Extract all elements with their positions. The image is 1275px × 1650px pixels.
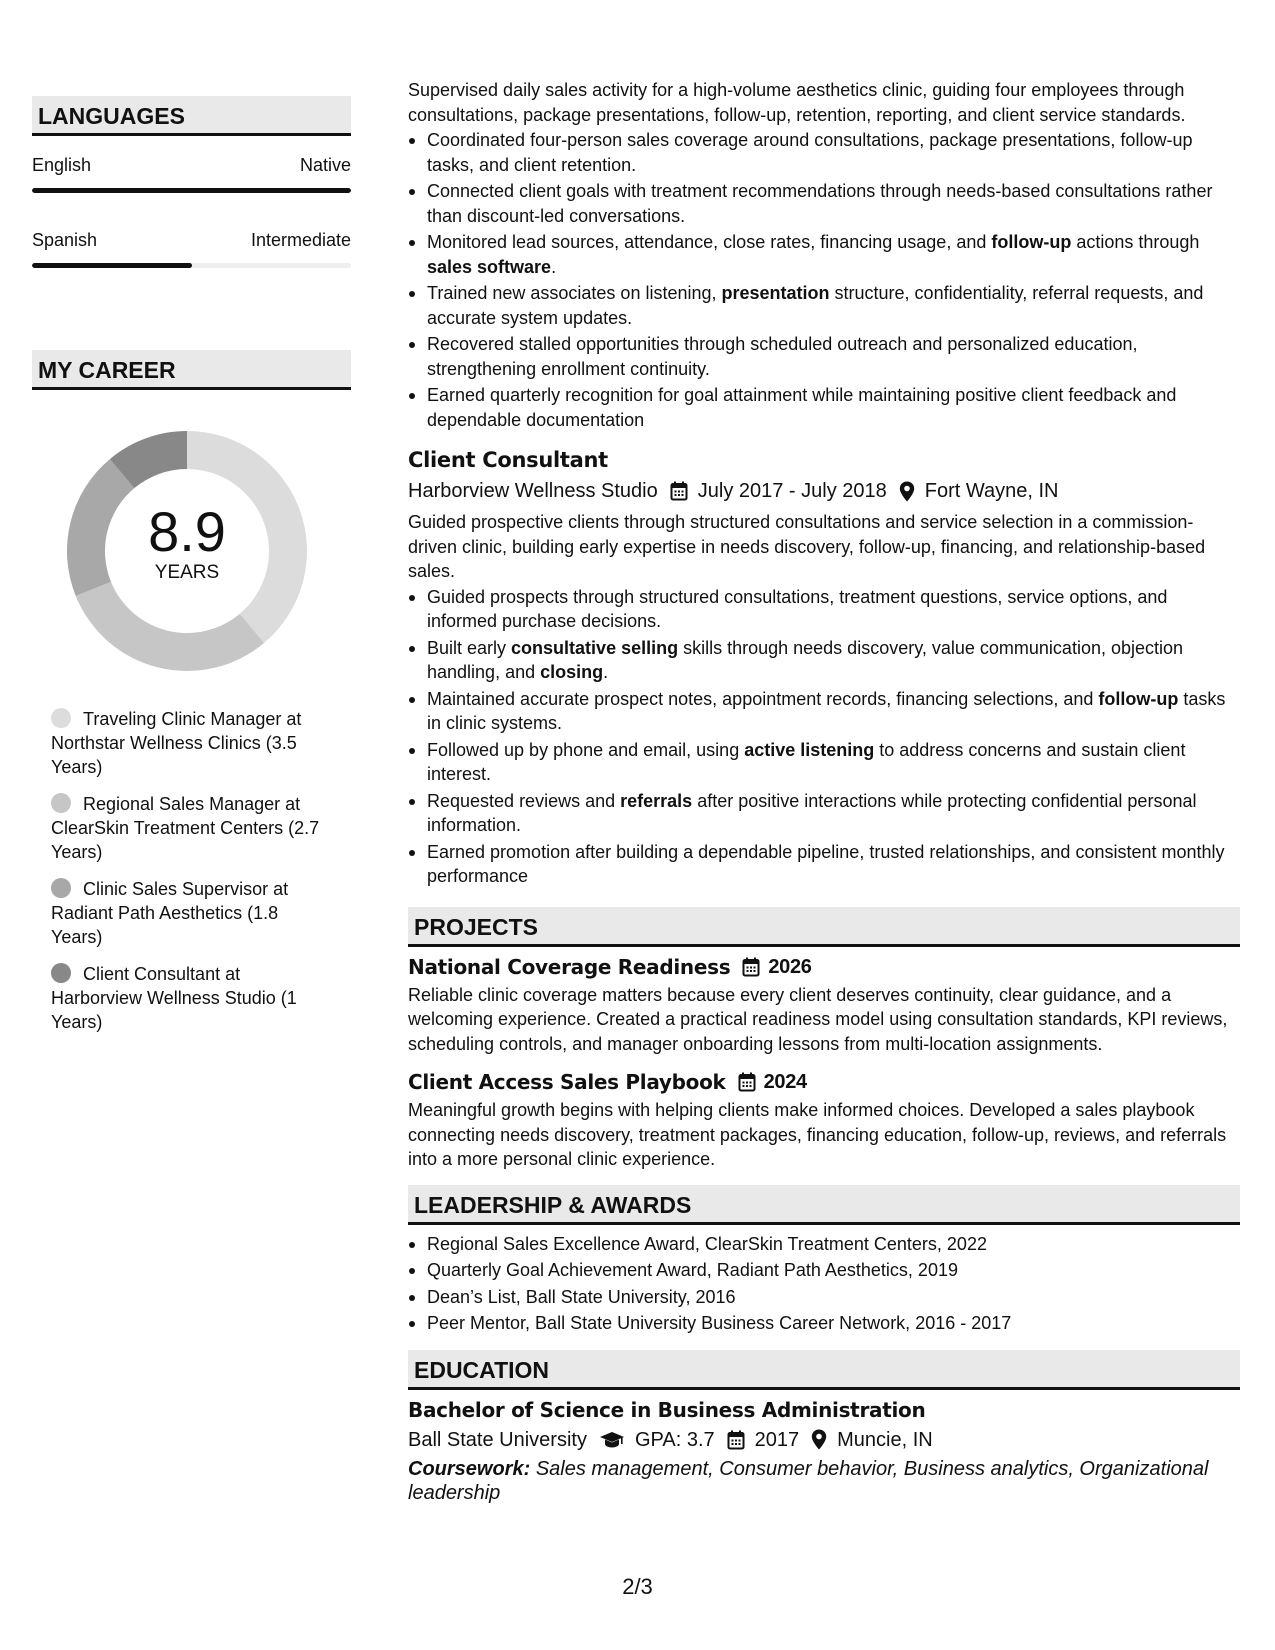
legend-dot [51,793,71,813]
job-location: Fort Wayne, IN [924,480,1059,502]
bullet-item: Connected client goals with treatment recommendations through needs-based consultations rather than discount-led conversations. [408,179,1240,228]
legend-item [51,962,331,1034]
education-heading: EDUCATION [408,1350,1240,1390]
project-description: Meaningful growth begins with helping clients make informed choices. Developed a sales playbook connecting needs discovery, treatment packages, financing education, follow-up, reviews, and referrals into a more personal clinic experience. [408,1100,1227,1169]
bullet-item: Coordinated four-person sales coverage around consultations, package presentations, follow-up tasks, and client retention. [408,128,1240,177]
education-meta [408,1426,1240,1454]
bullet-item: Recovered stalled opportunities through scheduled outreach and personalized education, strengthening enrollment continuity. [408,332,1240,381]
job-meta [408,477,1240,505]
job-description: Guided prospective clients through structured consultations and service selection in a commission-driven clinic, building early expertise in needs discovery, follow-up, financing, and relationship-based sales. [408,512,1206,581]
bullet-item: Trained new associates on listening, presentation structure, confidentiality, referral requests, and accurate system updates. [408,281,1240,330]
bullet-item: Followed up by phone and email, using active listening to address concerns and sustain client interest. [408,738,1240,787]
coursework-list: Sales management, Consumer behavior, Business analytics, Organizational leadership [408,1457,1209,1504]
award-item: Quarterly Goal Achievement Award, Radiant Path Aesthetics, 2019 [408,1258,1240,1283]
legend-item [51,707,331,779]
career-heading: MY CAREER [32,350,351,390]
language-proficiency-bar [32,263,351,268]
education-year: 2017 [754,1428,800,1451]
career-legend [51,707,331,1034]
languages-heading: LANGUAGES [32,96,351,136]
education-gpa: GPA: 3.7 [634,1428,715,1451]
job-title: Client Consultant [408,448,608,472]
award-item: Dean’s List, Ball State University, 2016 [408,1285,1240,1310]
bullet-item: Earned quarterly recognition for goal attainment while maintaining positive client feedback and dependable documentation [408,383,1240,432]
calendar-icon [670,481,688,501]
calendar-icon [742,957,760,977]
experience-description: Supervised daily sales activity for a high-volume aesthetics clinic, guiding four employees through consultations, package presentations, follow-up, retention, reporting, and client service standards. [408,80,1186,125]
language-level: Intermediate [250,230,351,250]
language-name: Spanish [32,230,98,250]
language-item-spanish [32,229,351,268]
project-description: Reliable clinic coverage matters because every client deserves continuity, clear guidance, and a welcoming experience. Created a practical readiness model using consultation standards, KPI reviews, scheduling controls, and manager onboarding lessons from multi-location assignments. [408,984,1228,1054]
bullet-item: Monitored lead sources, attendance, close rates, financing usage, and follow-up actions through sales software. [408,230,1240,279]
education-degree: Bachelor of Science in Business Administration [408,1397,926,1422]
legend-dot [51,708,71,728]
map-pin-icon [811,1429,827,1450]
project-item [408,1069,1240,1172]
job-dates: July 2017 - July 2018 [697,480,887,502]
language-proficiency-bar [32,188,351,193]
job-bullets [408,585,1240,889]
education-location: Muncie, IN [837,1428,933,1451]
project-item [408,954,1240,1057]
calendar-icon [738,1072,756,1092]
calendar-icon [727,1430,745,1450]
legend-dot [51,963,71,983]
awards-list [408,1232,1240,1336]
language-proficiency-fill [32,188,351,193]
coursework-label: Coursework: [408,1457,531,1480]
bullet-item: Requested reviews and referrals after positive interactions while protecting confidential personal information. [408,789,1240,838]
language-proficiency-fill [32,263,192,268]
career-total-value: 8.9 [148,500,226,563]
job-company: Harborview Wellness Studio [408,480,658,502]
award-item: Peer Mentor, Ball State University Business Career Network, 2016 - 2017 [408,1311,1240,1336]
language-item-english [32,154,351,193]
projects-heading: PROJECTS [408,907,1240,947]
legend-label: Regional Sales Manager at ClearSkin Treatment Centers (2.7 Years) [51,794,320,862]
awards-heading: LEADERSHIP & AWARDS [408,1185,1240,1225]
sidebar [32,96,351,1047]
bullet-item: Guided prospects through structured consultations, treatment questions, service options, and informed purchase decisions. [408,585,1240,634]
language-name: English [32,155,92,175]
education-coursework [408,1457,1240,1505]
project-year: 2024 [763,1071,807,1093]
project-title: National Coverage Readiness [408,954,731,979]
legend-label: Clinic Sales Supervisor at Radiant Path Aesthetics (1.8 Years) [51,879,289,947]
legend-item [51,877,331,949]
legend-label: Traveling Clinic Manager at Northstar Wellness Clinics (3.5 Years) [51,709,302,777]
project-title: Client Access Sales Playbook [408,1070,726,1094]
experience-bullets [408,128,1240,432]
bullet-item: Maintained accurate prospect notes, appointment records, financing selections, and follow-up tasks in clinic systems. [408,687,1240,736]
award-item: Regional Sales Excellence Award, ClearSkin Treatment Centers, 2022 [408,1232,1240,1257]
education-school: Ball State University [408,1428,587,1451]
page-number: 2/3 [622,1574,653,1599]
bullet-item: Earned promotion after building a dependable pipeline, trusted relationships, and consistent monthly performance [408,840,1240,889]
language-level: Native [299,155,351,175]
legend-item [51,792,331,864]
project-year: 2026 [768,955,812,978]
bullet-item: Built early consultative selling skills through needs discovery, value communication, objection handling, and closing. [408,636,1240,685]
map-pin-icon [899,481,915,502]
legend-label: Client Consultant at Harborview Wellness Studio (1 Years) [51,964,297,1032]
main-content [408,78,1240,1505]
career-total-unit: YEARS [154,562,220,583]
graduation-cap-icon [599,1431,625,1449]
career-donut-chart [67,431,307,671]
legend-dot [51,878,71,898]
